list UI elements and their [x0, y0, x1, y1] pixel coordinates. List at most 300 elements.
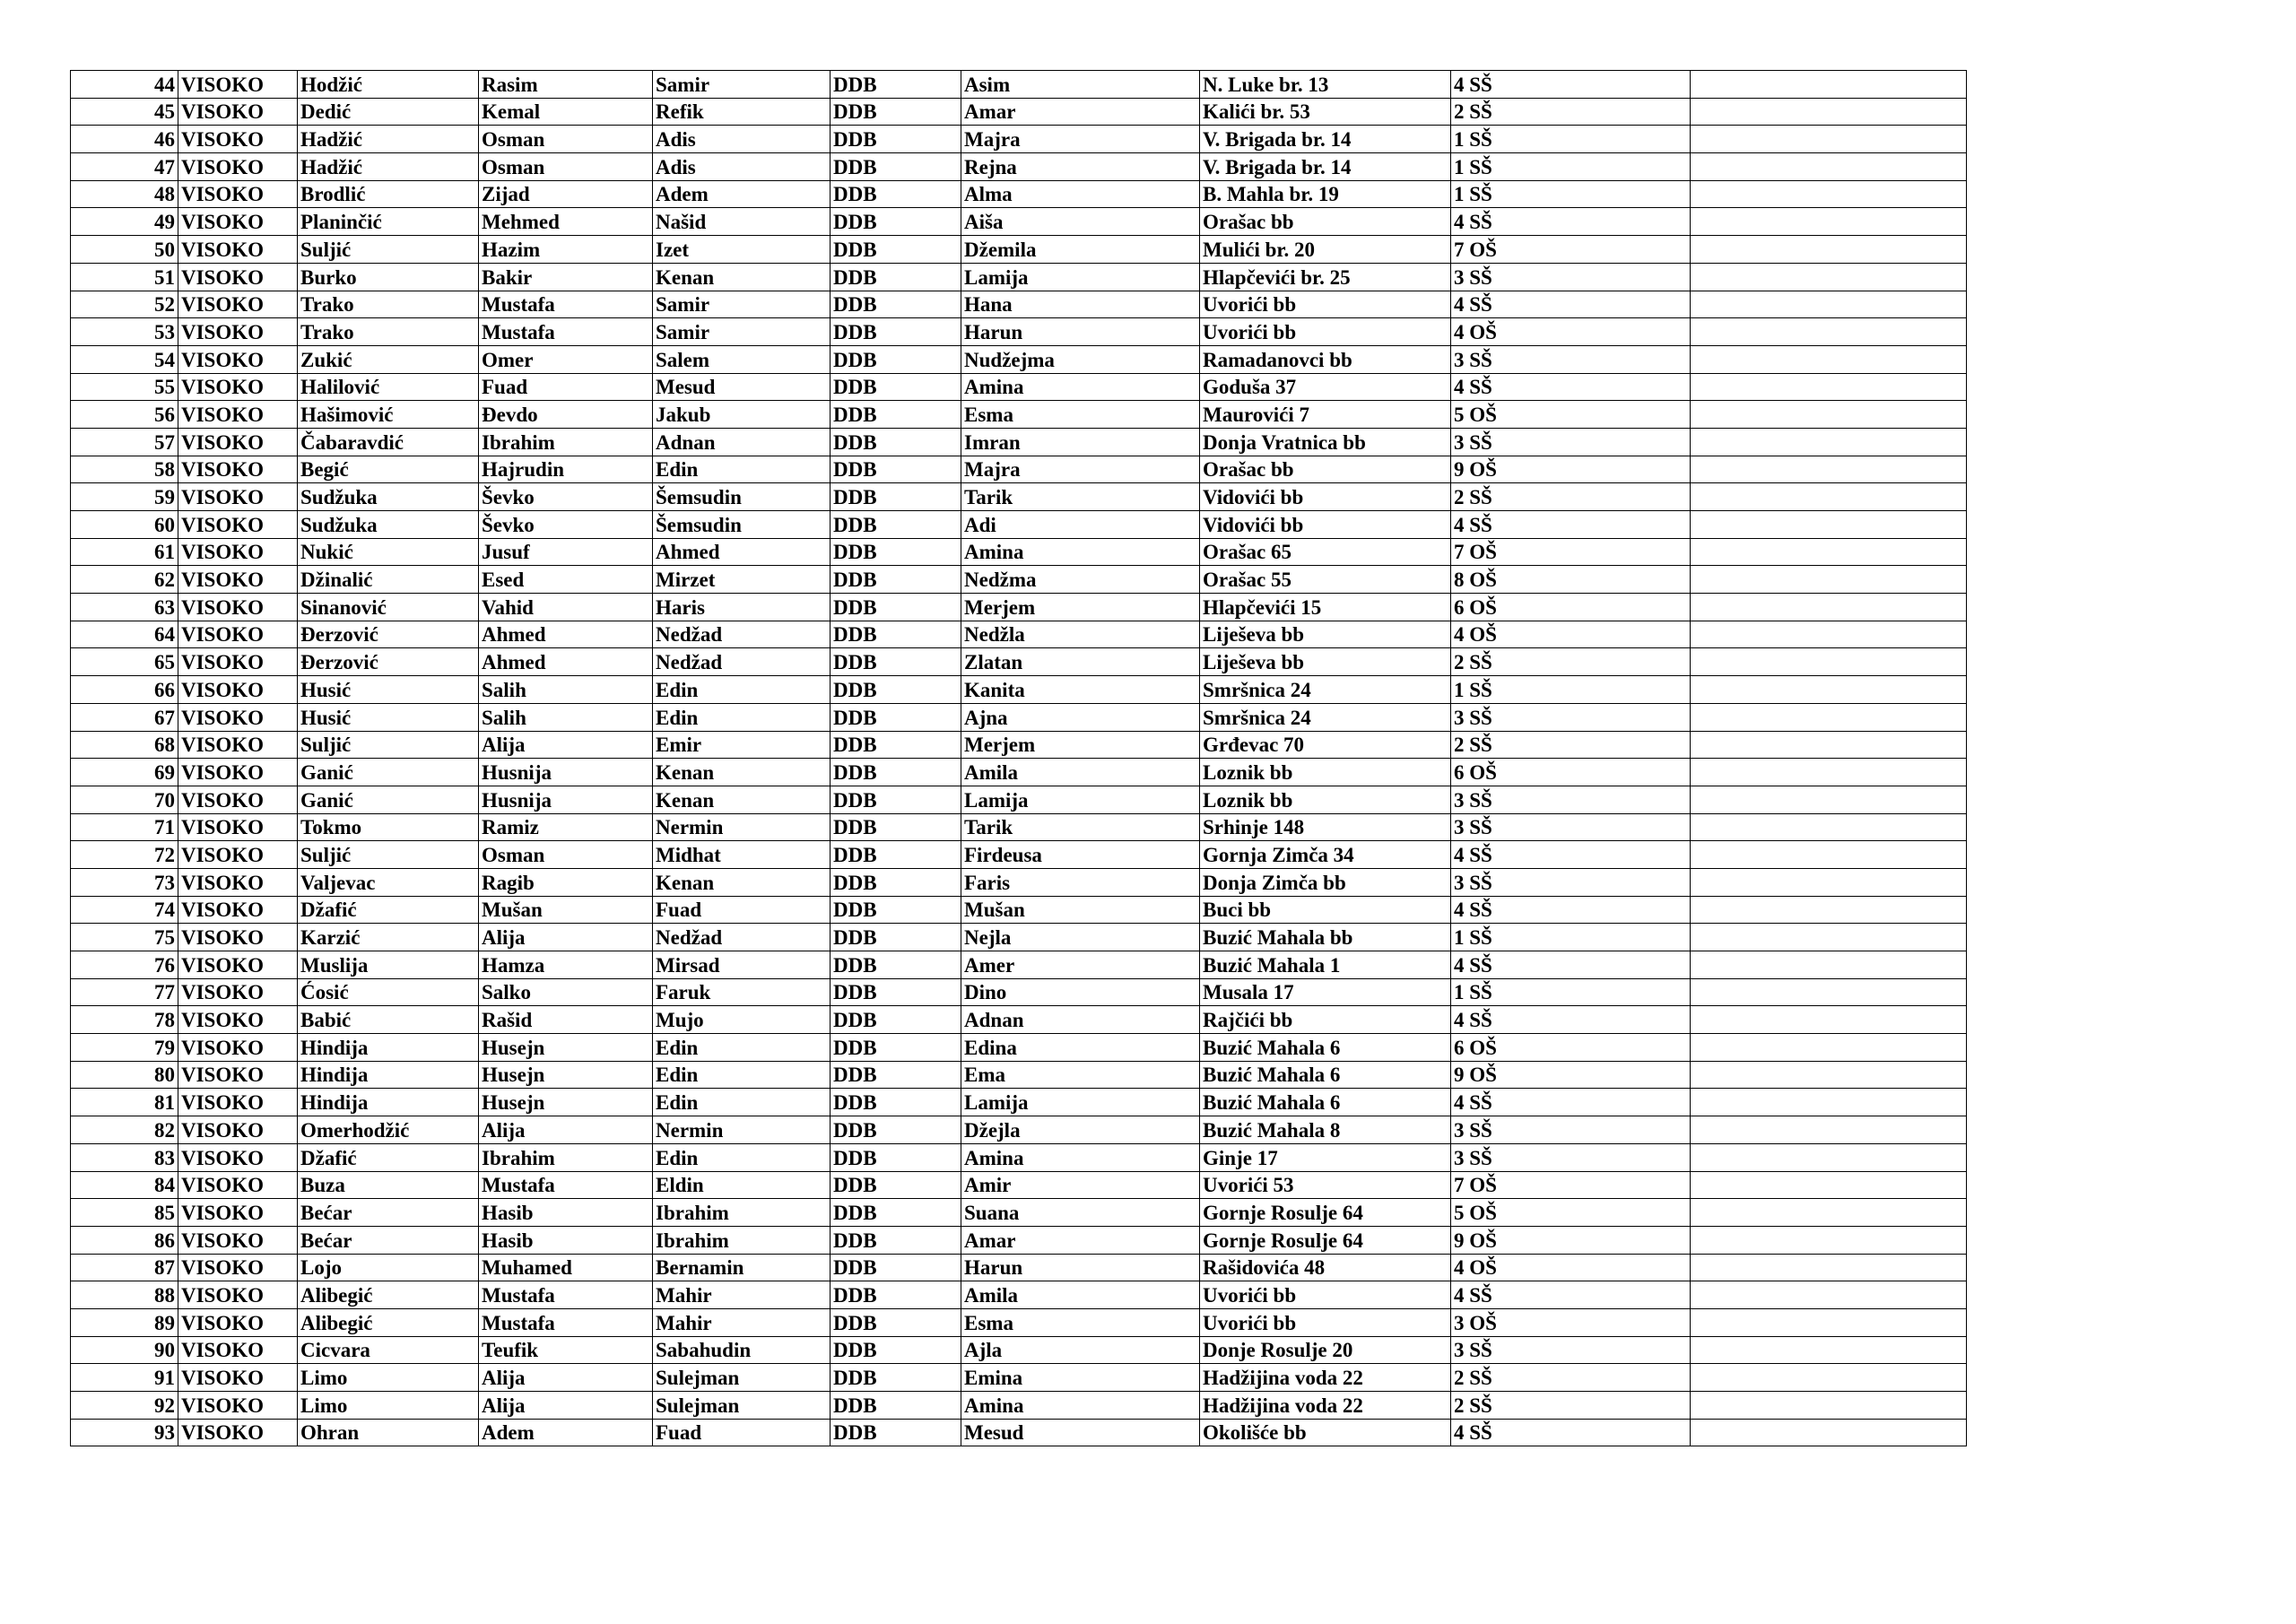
parent-name-cell: Ibrahim — [653, 1226, 831, 1254]
address-cell: Uvorići 53 — [1200, 1171, 1451, 1199]
table-row — [71, 1089, 1967, 1116]
parent-name-cell: Adem — [653, 180, 831, 208]
parent-name-cell: Mirzet — [653, 566, 831, 594]
municipality-cell: VISOKO — [178, 924, 298, 951]
notes-cell — [1691, 1143, 1967, 1171]
child-name-cell: Amar — [961, 1226, 1200, 1254]
surname-cell: Hadžić — [298, 153, 479, 181]
table-row — [71, 71, 1967, 99]
row-number: 69 — [71, 759, 178, 786]
surname-cell: Limo — [298, 1364, 479, 1392]
father-name-cell: Osman — [479, 153, 653, 181]
table-row — [71, 291, 1967, 318]
school-grade-cell: 3 OŠ — [1451, 1308, 1691, 1336]
child-name-cell: Mesud — [961, 1419, 1200, 1446]
surname-cell: Limo — [298, 1392, 479, 1420]
municipality-cell: VISOKO — [178, 594, 298, 621]
address-cell: Uvorići bb — [1200, 291, 1451, 318]
table-row — [71, 126, 1967, 153]
category-cell: DDB — [831, 236, 961, 264]
parent-name-cell: Nedžad — [653, 924, 831, 951]
row-number: 56 — [71, 401, 178, 429]
surname-cell: Alibegić — [298, 1308, 479, 1336]
address-cell: Liješeva bb — [1200, 621, 1451, 648]
father-name-cell: Alija — [479, 924, 653, 951]
parent-name-cell: Mirsad — [653, 951, 831, 979]
table-row — [71, 731, 1967, 759]
row-number: 66 — [71, 676, 178, 704]
parent-name-cell: Bernamin — [653, 1254, 831, 1281]
surname-cell: Hindija — [298, 1089, 479, 1116]
father-name-cell: Jusuf — [479, 538, 653, 566]
father-name-cell: Hajrudin — [479, 456, 653, 483]
address-cell: Buzić Mahala 6 — [1200, 1034, 1451, 1062]
row-number: 46 — [71, 126, 178, 153]
father-name-cell: Esed — [479, 566, 653, 594]
table-row — [71, 1006, 1967, 1034]
surname-cell: Sudžuka — [298, 511, 479, 539]
father-name-cell: Salih — [479, 676, 653, 704]
child-name-cell: Ema — [961, 1061, 1200, 1089]
row-number: 55 — [71, 373, 178, 401]
table-row — [71, 868, 1967, 896]
address-cell: Vidovići bb — [1200, 511, 1451, 539]
child-name-cell: Asim — [961, 71, 1200, 99]
parent-name-cell: Ibrahim — [653, 1199, 831, 1227]
school-grade-cell: 7 OŠ — [1451, 538, 1691, 566]
row-number: 79 — [71, 1034, 178, 1062]
parent-name-cell: Edin — [653, 456, 831, 483]
category-cell: DDB — [831, 676, 961, 704]
table-row — [71, 318, 1967, 346]
notes-cell — [1691, 1254, 1967, 1281]
notes-cell — [1691, 759, 1967, 786]
school-grade-cell: 3 SŠ — [1451, 428, 1691, 456]
father-name-cell: Ragib — [479, 868, 653, 896]
category-cell: DDB — [831, 786, 961, 813]
address-cell: Buzić Mahala 8 — [1200, 1116, 1451, 1144]
surname-cell: Hašimović — [298, 401, 479, 429]
father-name-cell: Ibrahim — [479, 1143, 653, 1171]
child-name-cell: Adi — [961, 511, 1200, 539]
municipality-cell: VISOKO — [178, 401, 298, 429]
child-name-cell: Amina — [961, 373, 1200, 401]
parent-name-cell: Samir — [653, 71, 831, 99]
category-cell: DDB — [831, 1143, 961, 1171]
notes-cell — [1691, 126, 1967, 153]
father-name-cell: Alija — [479, 1392, 653, 1420]
notes-cell — [1691, 924, 1967, 951]
surname-cell: Hindija — [298, 1061, 479, 1089]
row-number: 58 — [71, 456, 178, 483]
notes-cell — [1691, 511, 1967, 539]
school-grade-cell: 2 SŠ — [1451, 1392, 1691, 1420]
category-cell: DDB — [831, 594, 961, 621]
father-name-cell: Alija — [479, 731, 653, 759]
parent-name-cell: Adis — [653, 126, 831, 153]
category-cell: DDB — [831, 703, 961, 731]
address-cell: B. Mahla br. 19 — [1200, 180, 1451, 208]
category-cell: DDB — [831, 1308, 961, 1336]
category-cell: DDB — [831, 978, 961, 1006]
municipality-cell: VISOKO — [178, 703, 298, 731]
child-name-cell: Dino — [961, 978, 1200, 1006]
parent-name-cell: Emir — [653, 731, 831, 759]
school-grade-cell: 2 SŠ — [1451, 98, 1691, 126]
municipality-cell: VISOKO — [178, 291, 298, 318]
notes-cell — [1691, 978, 1967, 1006]
table-row — [71, 896, 1967, 924]
category-cell: DDB — [831, 345, 961, 373]
address-cell: Hadžijina voda 22 — [1200, 1364, 1451, 1392]
category-cell: DDB — [831, 1034, 961, 1062]
address-cell: Smršnica 24 — [1200, 703, 1451, 731]
table-row — [71, 1116, 1967, 1144]
parent-name-cell: Mahir — [653, 1308, 831, 1336]
notes-cell — [1691, 951, 1967, 979]
notes-cell — [1691, 153, 1967, 181]
table-row — [71, 1199, 1967, 1227]
surname-cell: Trako — [298, 291, 479, 318]
school-grade-cell: 7 OŠ — [1451, 236, 1691, 264]
school-grade-cell: 4 SŠ — [1451, 1281, 1691, 1309]
surname-cell: Omerhodžić — [298, 1116, 479, 1144]
address-cell: Smršnica 24 — [1200, 676, 1451, 704]
parent-name-cell: Nedžad — [653, 648, 831, 676]
municipality-cell: VISOKO — [178, 208, 298, 236]
parent-name-cell: Edin — [653, 1061, 831, 1089]
row-number: 83 — [71, 1143, 178, 1171]
table-row — [71, 978, 1967, 1006]
surname-cell: Sinanović — [298, 594, 479, 621]
table-row — [71, 1308, 1967, 1336]
notes-cell — [1691, 1226, 1967, 1254]
surname-cell: Lojo — [298, 1254, 479, 1281]
category-cell: DDB — [831, 951, 961, 979]
table-row — [71, 648, 1967, 676]
notes-cell — [1691, 648, 1967, 676]
notes-cell — [1691, 1061, 1967, 1089]
surname-cell: Buza — [298, 1171, 479, 1199]
municipality-cell: VISOKO — [178, 428, 298, 456]
school-grade-cell: 4 SŠ — [1451, 896, 1691, 924]
municipality-cell: VISOKO — [178, 676, 298, 704]
parent-name-cell: Fuad — [653, 896, 831, 924]
father-name-cell: Mehmed — [479, 208, 653, 236]
address-cell: Uvorići bb — [1200, 1281, 1451, 1309]
father-name-cell: Teufik — [479, 1336, 653, 1364]
municipality-cell: VISOKO — [178, 1006, 298, 1034]
row-number: 65 — [71, 648, 178, 676]
row-number: 44 — [71, 71, 178, 99]
child-name-cell: Tarik — [961, 483, 1200, 511]
parent-name-cell: Edin — [653, 1089, 831, 1116]
table-row — [71, 1171, 1967, 1199]
category-cell: DDB — [831, 456, 961, 483]
row-number: 51 — [71, 263, 178, 291]
father-name-cell: Omer — [479, 345, 653, 373]
address-cell: Musala 17 — [1200, 978, 1451, 1006]
surname-cell: Alibegić — [298, 1281, 479, 1309]
notes-cell — [1691, 538, 1967, 566]
municipality-cell: VISOKO — [178, 731, 298, 759]
parent-name-cell: Fuad — [653, 1419, 831, 1446]
school-grade-cell: 4 OŠ — [1451, 1254, 1691, 1281]
father-name-cell: Alija — [479, 1364, 653, 1392]
school-grade-cell: 2 SŠ — [1451, 648, 1691, 676]
category-cell: DDB — [831, 1419, 961, 1446]
school-grade-cell: 1 SŠ — [1451, 126, 1691, 153]
row-number: 73 — [71, 868, 178, 896]
municipality-cell: VISOKO — [178, 868, 298, 896]
child-name-cell: Faris — [961, 868, 1200, 896]
address-cell: Hlapčevići br. 25 — [1200, 263, 1451, 291]
row-number: 77 — [71, 978, 178, 1006]
municipality-cell: VISOKO — [178, 1226, 298, 1254]
category-cell: DDB — [831, 483, 961, 511]
municipality-cell: VISOKO — [178, 621, 298, 648]
parent-name-cell: Samir — [653, 318, 831, 346]
father-name-cell: Ahmed — [479, 621, 653, 648]
surname-cell: Zukić — [298, 345, 479, 373]
address-cell: Hlapčevići 15 — [1200, 594, 1451, 621]
child-name-cell: Ajla — [961, 1336, 1200, 1364]
father-name-cell: Salko — [479, 978, 653, 1006]
address-cell: Srhinje 148 — [1200, 813, 1451, 841]
notes-cell — [1691, 208, 1967, 236]
municipality-cell: VISOKO — [178, 1419, 298, 1446]
notes-cell — [1691, 1281, 1967, 1309]
child-name-cell: Tarik — [961, 813, 1200, 841]
table-row — [71, 538, 1967, 566]
records-table-body — [71, 71, 1967, 1446]
school-grade-cell: 3 SŠ — [1451, 786, 1691, 813]
child-name-cell: Mušan — [961, 896, 1200, 924]
father-name-cell: Salih — [479, 703, 653, 731]
father-name-cell: Hasib — [479, 1226, 653, 1254]
school-grade-cell: 4 SŠ — [1451, 1006, 1691, 1034]
parent-name-cell: Refik — [653, 98, 831, 126]
municipality-cell: VISOKO — [178, 318, 298, 346]
municipality-cell: VISOKO — [178, 813, 298, 841]
surname-cell: Đerzović — [298, 621, 479, 648]
category-cell: DDB — [831, 813, 961, 841]
school-grade-cell: 5 OŠ — [1451, 1199, 1691, 1227]
child-name-cell: Edina — [961, 1034, 1200, 1062]
row-number: 88 — [71, 1281, 178, 1309]
parent-name-cell: Edin — [653, 703, 831, 731]
school-grade-cell: 4 SŠ — [1451, 208, 1691, 236]
parent-name-cell: Midhat — [653, 841, 831, 869]
municipality-cell: VISOKO — [178, 786, 298, 813]
school-grade-cell: 4 SŠ — [1451, 951, 1691, 979]
father-name-cell: Mustafa — [479, 318, 653, 346]
child-name-cell: Amina — [961, 1143, 1200, 1171]
father-name-cell: Ibrahim — [479, 428, 653, 456]
parent-name-cell: Kenan — [653, 263, 831, 291]
category-cell: DDB — [831, 318, 961, 346]
notes-cell — [1691, 868, 1967, 896]
child-name-cell: Harun — [961, 1254, 1200, 1281]
child-name-cell: Amer — [961, 951, 1200, 979]
row-number: 70 — [71, 786, 178, 813]
school-grade-cell: 4 SŠ — [1451, 373, 1691, 401]
surname-cell: Đerzović — [298, 648, 479, 676]
surname-cell: Karzić — [298, 924, 479, 951]
parent-name-cell: Adis — [653, 153, 831, 181]
school-grade-cell: 4 OŠ — [1451, 318, 1691, 346]
notes-cell — [1691, 1089, 1967, 1116]
surname-cell: Burko — [298, 263, 479, 291]
table-row — [71, 813, 1967, 841]
surname-cell: Dedić — [298, 98, 479, 126]
father-name-cell: Zijad — [479, 180, 653, 208]
father-name-cell: Rašid — [479, 1006, 653, 1034]
category-cell: DDB — [831, 924, 961, 951]
municipality-cell: VISOKO — [178, 71, 298, 99]
child-name-cell: Majra — [961, 126, 1200, 153]
school-grade-cell: 2 SŠ — [1451, 483, 1691, 511]
table-row — [71, 1034, 1967, 1062]
father-name-cell: Ahmed — [479, 648, 653, 676]
row-number: 82 — [71, 1116, 178, 1144]
category-cell: DDB — [831, 841, 961, 869]
table-row — [71, 373, 1967, 401]
notes-cell — [1691, 428, 1967, 456]
municipality-cell: VISOKO — [178, 98, 298, 126]
notes-cell — [1691, 456, 1967, 483]
school-grade-cell: 4 OŠ — [1451, 621, 1691, 648]
row-number: 87 — [71, 1254, 178, 1281]
parent-name-cell: Sulejman — [653, 1364, 831, 1392]
father-name-cell: Muhamed — [479, 1254, 653, 1281]
table-row — [71, 345, 1967, 373]
address-cell: Orašac 55 — [1200, 566, 1451, 594]
father-name-cell: Mušan — [479, 896, 653, 924]
category-cell: DDB — [831, 1392, 961, 1420]
surname-cell: Cicvara — [298, 1336, 479, 1364]
child-name-cell: Nejla — [961, 924, 1200, 951]
child-name-cell: Amina — [961, 538, 1200, 566]
father-name-cell: Hazim — [479, 236, 653, 264]
surname-cell: Tokmo — [298, 813, 479, 841]
municipality-cell: VISOKO — [178, 1281, 298, 1309]
table-row — [71, 1281, 1967, 1309]
table-row — [71, 98, 1967, 126]
parent-name-cell: Eldin — [653, 1171, 831, 1199]
father-name-cell: Mustafa — [479, 1308, 653, 1336]
address-cell: Donja Vratnica bb — [1200, 428, 1451, 456]
school-grade-cell: 4 SŠ — [1451, 511, 1691, 539]
row-number: 45 — [71, 98, 178, 126]
category-cell: DDB — [831, 566, 961, 594]
surname-cell: Planinčić — [298, 208, 479, 236]
municipality-cell: VISOKO — [178, 263, 298, 291]
category-cell: DDB — [831, 1254, 961, 1281]
row-number: 81 — [71, 1089, 178, 1116]
table-row — [71, 1226, 1967, 1254]
child-name-cell: Amila — [961, 759, 1200, 786]
father-name-cell: Alija — [479, 1116, 653, 1144]
row-number: 75 — [71, 924, 178, 951]
address-cell: N. Luke br. 13 — [1200, 71, 1451, 99]
father-name-cell: Husejn — [479, 1034, 653, 1062]
father-name-cell: Adem — [479, 1419, 653, 1446]
address-cell: Gornja Zimča 34 — [1200, 841, 1451, 869]
table-row — [71, 511, 1967, 539]
table-row — [71, 594, 1967, 621]
parent-name-cell: Edin — [653, 1034, 831, 1062]
table-row — [71, 180, 1967, 208]
father-name-cell: Osman — [479, 126, 653, 153]
parent-name-cell: Ahmed — [653, 538, 831, 566]
child-name-cell: Majra — [961, 456, 1200, 483]
surname-cell: Hindija — [298, 1034, 479, 1062]
surname-cell: Ohran — [298, 1419, 479, 1446]
surname-cell: Husić — [298, 676, 479, 704]
table-row — [71, 1336, 1967, 1364]
row-number: 62 — [71, 566, 178, 594]
municipality-cell: VISOKO — [178, 1089, 298, 1116]
surname-cell: Valjevac — [298, 868, 479, 896]
father-name-cell: Ševko — [479, 511, 653, 539]
municipality-cell: VISOKO — [178, 511, 298, 539]
address-cell: Ramadanovci bb — [1200, 345, 1451, 373]
table-row — [71, 841, 1967, 869]
parent-name-cell: Adnan — [653, 428, 831, 456]
father-name-cell: Husnija — [479, 786, 653, 813]
municipality-cell: VISOKO — [178, 1199, 298, 1227]
surname-cell: Hodžić — [298, 71, 479, 99]
address-cell: Loznik bb — [1200, 759, 1451, 786]
category-cell: DDB — [831, 1171, 961, 1199]
municipality-cell: VISOKO — [178, 1116, 298, 1144]
school-grade-cell: 4 SŠ — [1451, 1419, 1691, 1446]
table-row — [71, 401, 1967, 429]
parent-name-cell: Sulejman — [653, 1392, 831, 1420]
category-cell: DDB — [831, 263, 961, 291]
category-cell: DDB — [831, 98, 961, 126]
child-name-cell: Džejla — [961, 1116, 1200, 1144]
address-cell: Gornje Rosulje 64 — [1200, 1226, 1451, 1254]
table-row — [71, 924, 1967, 951]
address-cell: Okolišće bb — [1200, 1419, 1451, 1446]
address-cell: Grđevac 70 — [1200, 731, 1451, 759]
parent-name-cell: Mujo — [653, 1006, 831, 1034]
surname-cell: Begić — [298, 456, 479, 483]
municipality-cell: VISOKO — [178, 1336, 298, 1364]
child-name-cell: Amila — [961, 1281, 1200, 1309]
municipality-cell: VISOKO — [178, 1308, 298, 1336]
table-row — [71, 208, 1967, 236]
address-cell: V. Brigada br. 14 — [1200, 126, 1451, 153]
category-cell: DDB — [831, 1281, 961, 1309]
child-name-cell: Merjem — [961, 594, 1200, 621]
surname-cell: Džafić — [298, 896, 479, 924]
surname-cell: Ganić — [298, 786, 479, 813]
address-cell: Donje Rosulje 20 — [1200, 1336, 1451, 1364]
parent-name-cell: Jakub — [653, 401, 831, 429]
notes-cell — [1691, 236, 1967, 264]
row-number: 93 — [71, 1419, 178, 1446]
category-cell: DDB — [831, 180, 961, 208]
address-cell: V. Brigada br. 14 — [1200, 153, 1451, 181]
table-row — [71, 153, 1967, 181]
row-number: 86 — [71, 1226, 178, 1254]
father-name-cell: Mustafa — [479, 1281, 653, 1309]
category-cell: DDB — [831, 1336, 961, 1364]
address-cell: Gornje Rosulje 64 — [1200, 1199, 1451, 1227]
